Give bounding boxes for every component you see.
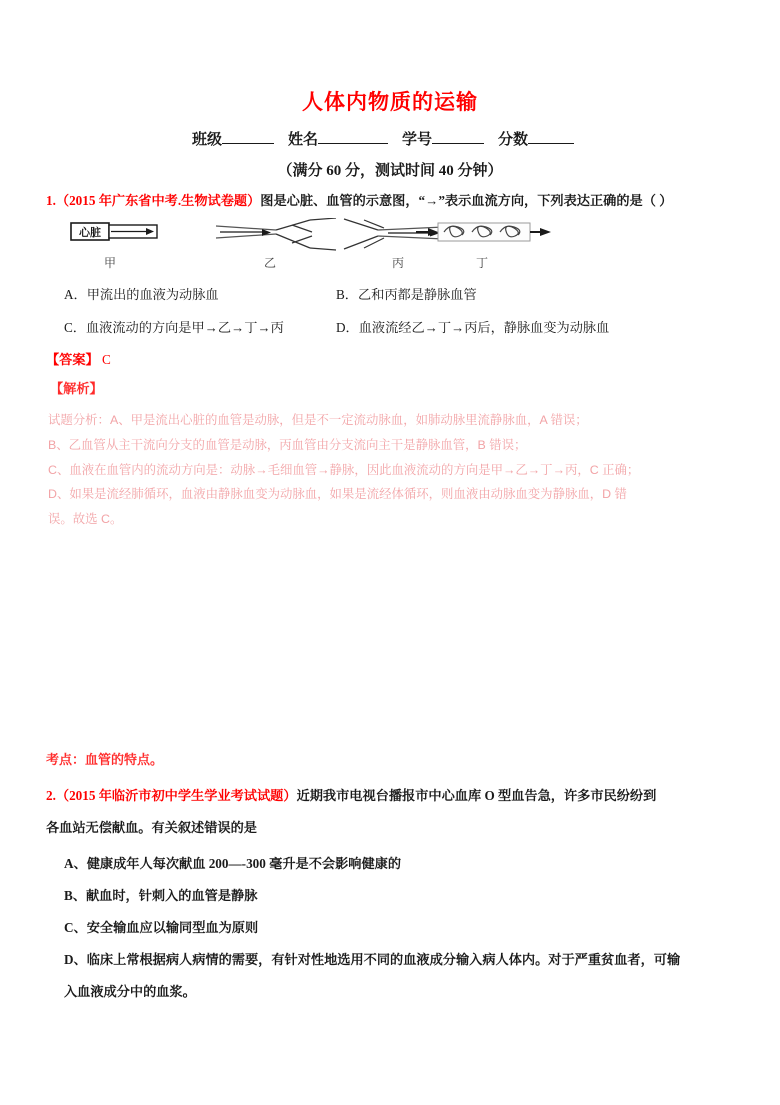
- figure-label-ding: 丁: [476, 256, 489, 270]
- question-1-stem: [46, 191, 738, 211]
- figure-label-bing: 丙: [392, 256, 405, 270]
- capillary-network-diagram: [414, 218, 554, 252]
- question-1-option-b[interactable]: B．乙和丙都是静脉血管: [336, 287, 477, 302]
- question-2-stem: [46, 786, 738, 806]
- key-point-line: 考点：血管的特点。: [46, 752, 164, 767]
- name-blank: [318, 143, 388, 144]
- answer-label: 【答案】: [46, 352, 99, 367]
- question-2-option-d-continued: 入血液成分中的血浆。: [64, 984, 196, 999]
- question-1-answer: [46, 349, 111, 368]
- field-class: 班级: [192, 132, 274, 148]
- question-2-source: （2015 年临沂市初中学生学业考试试题）: [55, 788, 297, 803]
- field-student-id: 学号: [402, 132, 484, 148]
- question-1-figure: [46, 218, 738, 276]
- svg-text:心脏: 心脏: [79, 227, 101, 239]
- score-blank: [528, 143, 574, 144]
- question-2-option-d[interactable]: D、临床上常根据病人病情的需要，有针对性地选用不同的血液成分输入病人体内。对于严重贫血者，可输: [64, 952, 681, 967]
- exam-score-line: （满分 60 分，测试时间 40 分钟）: [277, 163, 503, 179]
- question-1-source: （2015 年广东省中考.生物试卷题）: [55, 193, 261, 208]
- artery-branching-diagram: [214, 218, 338, 252]
- analysis-line-4: D、如果是流经肺循环，血液由静脉血变为动脉血，如果是流经体循环，则血液由动脉血变为静脉血，D 错: [48, 487, 627, 502]
- student-id-blank: [432, 143, 484, 144]
- question-2-option-c[interactable]: C、安全输血应以输同型血为原则: [64, 920, 259, 935]
- question-1-text: 图是心脏、血管的示意图，“→”表示血流方向，下列表达正确的是（ ）: [260, 193, 673, 208]
- question-2-option-a[interactable]: A、健康成年人每次献血 200—-300 毫升是不会影响健康的: [64, 856, 402, 871]
- question-2-text-line-2: 各血站无偿献血。有关叙述错误的是: [46, 820, 257, 835]
- figure-label-yi: 乙: [264, 256, 277, 270]
- figure-part-ding: [414, 218, 554, 270]
- question-1-option-d[interactable]: D．血液流经乙→丁→丙后，静脉血变为动脉血: [336, 320, 610, 335]
- answer-value: C: [102, 352, 111, 367]
- question-2-option-b[interactable]: B、献血时，针刺入的血管是静脉: [64, 888, 258, 903]
- analysis-line-3: C、血液在血管内的流动方向是：动脉→毛细血管→静脉，因此血液流动的方向是甲→乙→丁→丙，C 正确；: [48, 462, 640, 477]
- analysis-label: 【解析】: [50, 381, 103, 396]
- figure-part-jia: [70, 218, 166, 270]
- figure-part-yi: [214, 218, 338, 270]
- field-score: 分数: [498, 132, 574, 148]
- question-1-option-a[interactable]: A．甲流出的血液为动脉血: [64, 287, 219, 302]
- analysis-body: [48, 408, 736, 532]
- page-title: 人体内物质的运输: [302, 90, 478, 114]
- class-blank: [222, 143, 274, 144]
- analysis-line-5: 误。故选 C。: [48, 512, 123, 527]
- field-name: 姓名: [288, 132, 388, 148]
- analysis-line-1: 试题分析：A、甲是流出心脏的血管是动脉，但是不一定流动脉血，如肺动脉里流静脉血，A 错误；: [48, 413, 588, 427]
- question-2-number: 2.: [46, 788, 56, 803]
- question-2-text-line-1: 近期我市电视台播报市中心血库 O 型血告急，许多市民纷纷到: [296, 788, 657, 803]
- figure-label-jia: 甲: [104, 256, 117, 270]
- heart-vessel-diagram: [70, 218, 166, 252]
- question-1-option-c[interactable]: C．血液流动的方向是甲→乙→丁→丙: [64, 320, 284, 335]
- question-1-number: 1.: [46, 193, 56, 208]
- analysis-line-2: B、乙血管从主干流向分支的血管是动脉，丙血管由分支流向主干是静脉血管，B 错误；: [48, 437, 527, 452]
- student-info-line: [0, 128, 780, 149]
